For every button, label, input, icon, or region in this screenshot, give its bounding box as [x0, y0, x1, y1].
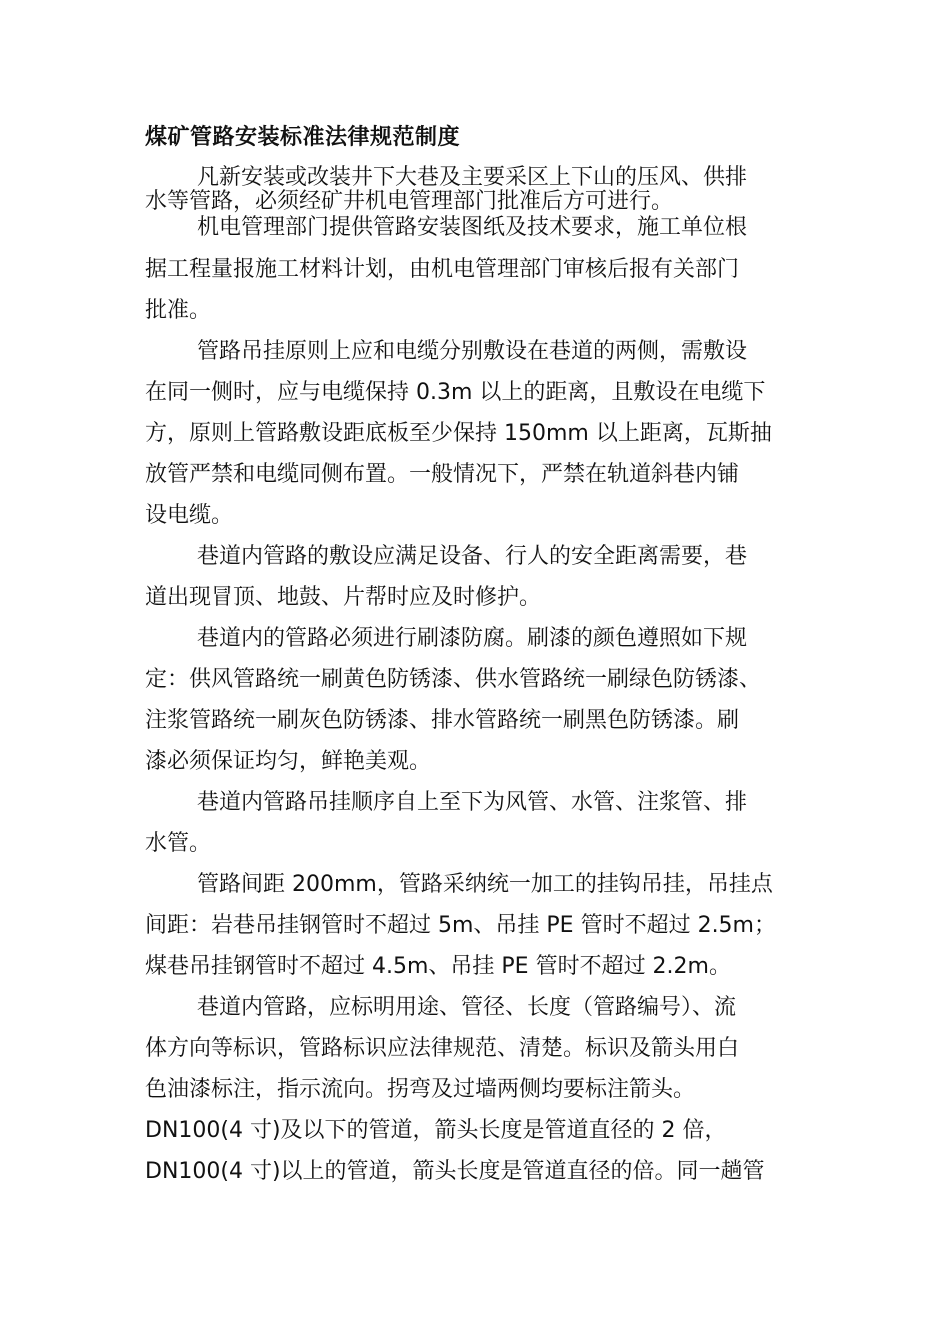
text-line: 道出现冒顶、地鼓、片帮时应及时修护。 — [145, 585, 542, 610]
text-line: 凡新安装或改装井下大巷及主要采区上下山的压风、供排 — [197, 165, 748, 190]
text-line: 设电缆。 — [145, 503, 234, 528]
document-title: 煤矿管路安装标准法律规范制度 — [145, 125, 461, 150]
text-line: 注浆管路统一刷灰色防锈漆、排水管路统一刷黑色防锈漆。刷 — [145, 708, 740, 733]
text-line: 巷道内管路吊挂顺序自上至下为风管、水管、注浆管、排 — [197, 790, 748, 815]
text-line: 定：供风管路统一刷黄色防锈漆、供水管路统一刷绿色防锈漆、 — [145, 667, 762, 692]
text-line: DN100(4 寸)及以下的管道，箭头长度是管道直径的 2 倍， — [145, 1118, 727, 1143]
text-line: 在同一侧时，应与电缆保持 0.3m 以上的距离，且敷设在电缆下 — [145, 380, 766, 405]
text-line: 据工程量报施工材料计划，由机电管理部门审核后报有关部门 — [145, 257, 740, 282]
text-line: 放管严禁和电缆同侧布置。一般情况下，严禁在轨道斜巷内铺 — [145, 462, 740, 487]
text-line: 机电管理部门提供管路安装图纸及技术要求，施工单位根 — [197, 215, 748, 240]
text-line: 巷道内的管路必须进行刷漆防腐。刷漆的颜色遵照如下规 — [197, 626, 748, 651]
text-line: 漆必须保证均匀，鲜艳美观。 — [145, 749, 432, 774]
text-line: 巷道内管路的敷设应满足设备、行人的安全距离需要，巷 — [197, 544, 748, 569]
text-line: DN100(4 寸)以上的管道，箭头长度是管道直径的倍。同一趟管 — [145, 1159, 765, 1184]
text-line: 水管。 — [145, 831, 212, 856]
text-line: 管路间距 200mm，管路采纳统一加工的挂钩吊挂，吊挂点 — [197, 872, 773, 897]
text-line: 煤巷吊挂钢管时不超过 4.5m、吊挂 PE 管时不超过 2.2m。 — [145, 954, 731, 979]
text-line: 体方向等标识，管路标识应法律规范、清楚。标识及箭头用白 — [145, 1036, 740, 1061]
text-line: 管路吊挂原则上应和电缆分别敷设在巷道的两侧，需敷设 — [197, 339, 748, 364]
text-line: 色油漆标注，指示流向。拐弯及过墙两侧均要标注箭头。 — [145, 1077, 696, 1102]
text-line: 巷道内管路，应标明用途、管径、长度（管路编号）、流 — [197, 995, 737, 1020]
text-line: 方，原则上管路敷设距底板至少保持 150mm 以上距离，瓦斯抽 — [145, 421, 772, 446]
text-line: 水等管路，必须经矿井机电管理部门批准后方可进行。 — [145, 189, 674, 214]
text-line: 批准。 — [145, 298, 212, 323]
text-line: 间距：岩巷吊挂钢管时不超过 5m、吊挂 PE 管时不超过 2.5m； — [145, 913, 776, 938]
